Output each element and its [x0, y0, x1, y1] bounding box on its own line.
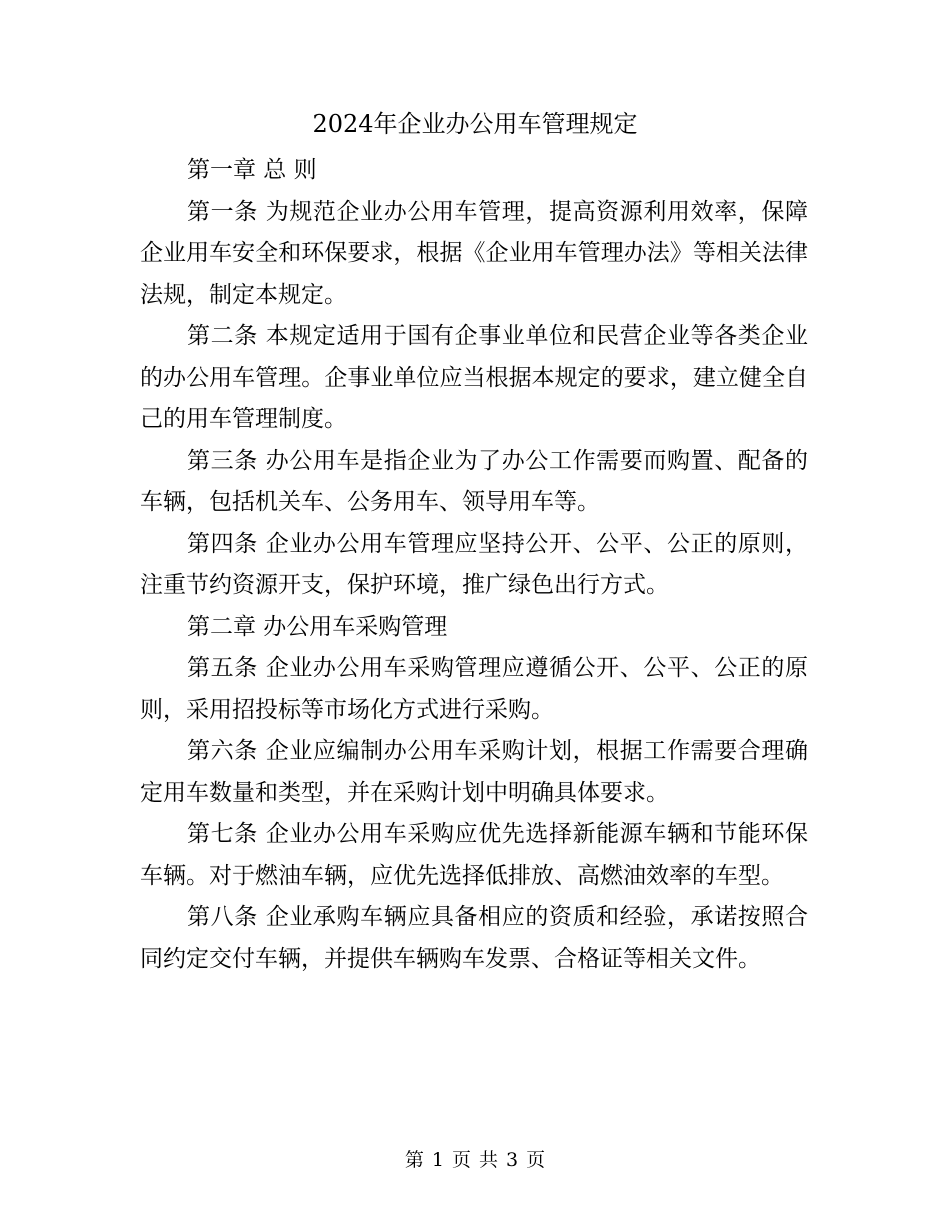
- chapter-heading: 第一章 总 则: [187, 157, 317, 183]
- article-paragraph: 第一条 为规范企业办公用车管理，提高资源利用效率，保障企业用车安全和环保要求，根据《企业用车管理办法》等相关法律法规，制定本规定。: [140, 198, 808, 308]
- article-paragraph: 第七条 企业办公用车采购应优先选择新能源车辆和节能环保车辆。对于燃油车辆，应优先选择低排放、高燃油效率的车型。: [140, 821, 808, 889]
- article-paragraph: 第二条 本规定适用于国有企事业单位和民营企业等各类企业的办公用车管理。企事业单位应当根据本规定的要求，建立健全自己的用车管理制度。: [140, 323, 808, 432]
- article-paragraph: 第六条 企业应编制办公用车采购计划，根据工作需要合理确定用车数量和类型，并在采购计划中明确具体要求。: [140, 738, 808, 806]
- article-paragraph: 第三条 办公用车是指企业为了办公工作需要而购置、配备的车辆，包括机关车、公务用车、领导用车等。: [140, 447, 808, 515]
- article-paragraph: 第五条 企业办公用车采购管理应遵循公开、公平、公正的原则，采用招投标等市场化方式进行采购。: [140, 655, 808, 723]
- document-title: 2024年企业办公用车管理规定: [312, 110, 638, 138]
- page-number-footer: 第 1 页 共 3 页: [404, 1149, 546, 1171]
- chapter-heading: 第二章 办公用车采购管理: [187, 613, 448, 640]
- article-paragraph: 第八条 企业承购车辆应具备相应的资质和经验，承诺按照合同约定交付车辆，并提供车辆购车发票、合格证等相关文件。: [140, 904, 808, 972]
- document-body: [140, 150, 808, 980]
- article-paragraph: 第四条 企业办公用车管理应坚持公开、公平、公正的原则，注重节约资源开支，保护环境，推广绿色出行方式。: [140, 530, 808, 598]
